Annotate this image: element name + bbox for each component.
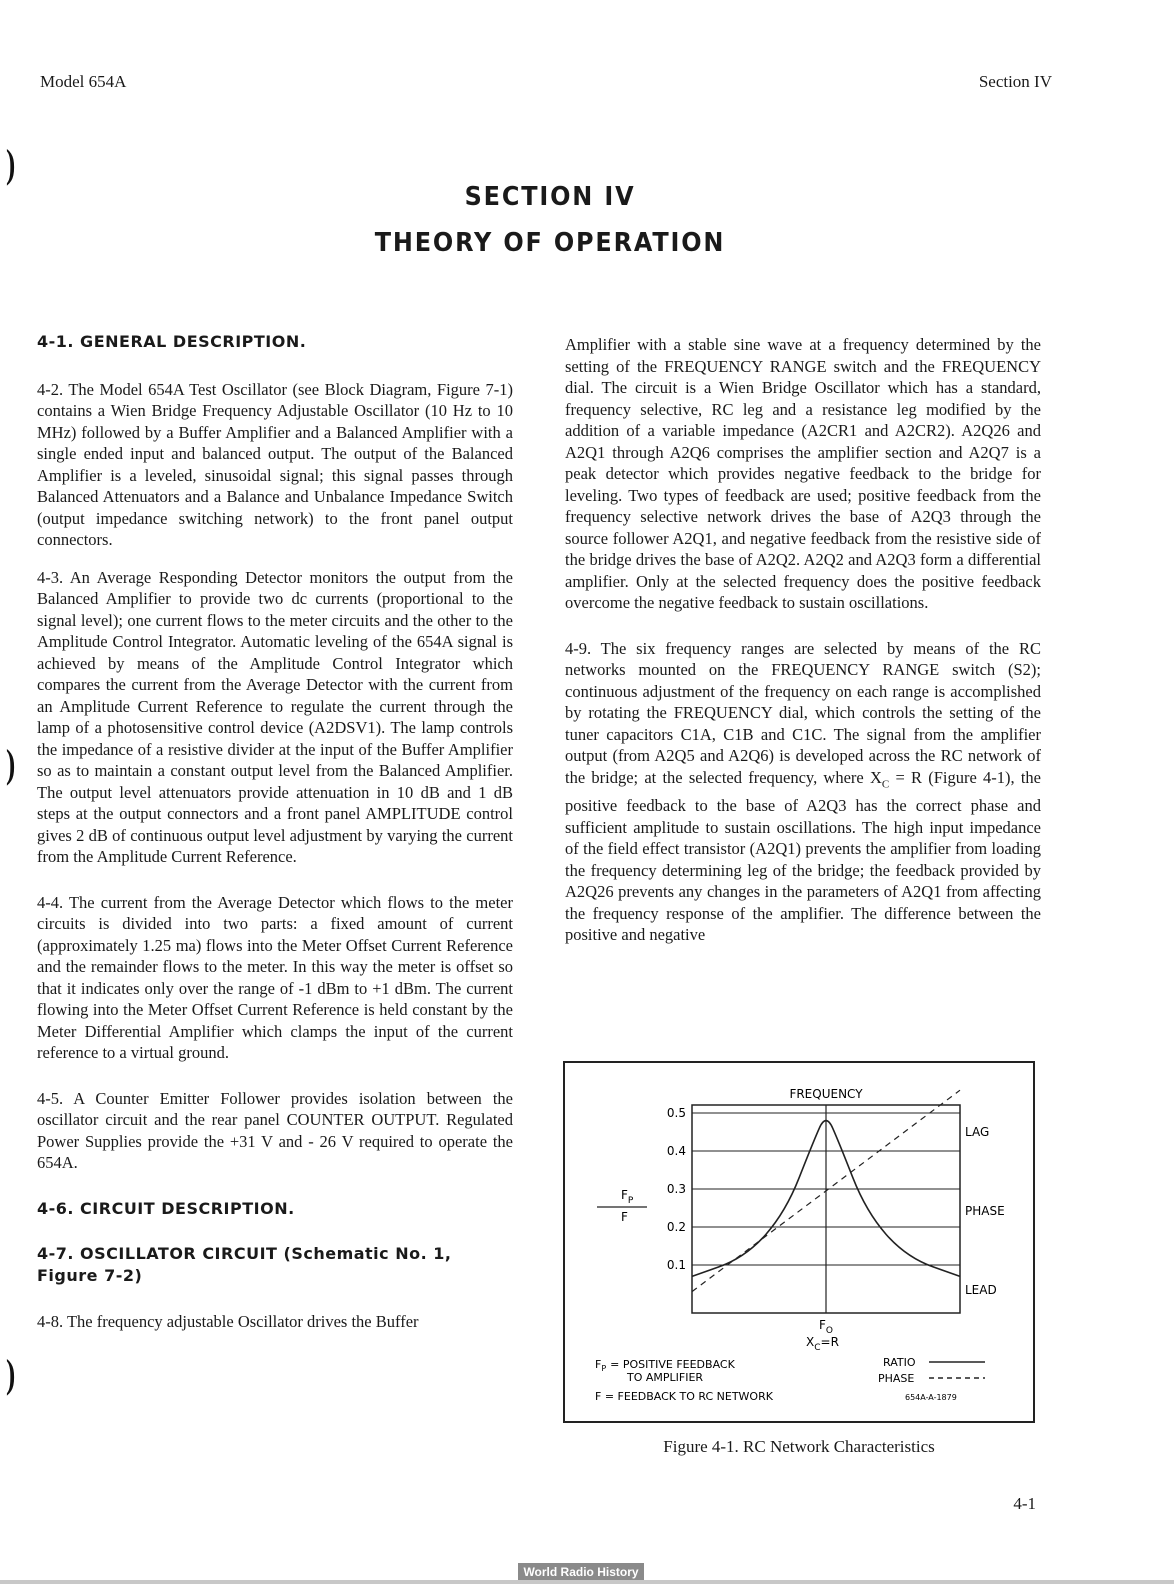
legend-fp-line2: TO AMPLIFIER [627,1371,704,1384]
x-condition-label [806,1335,839,1353]
chart-title: FREQUENCY [789,1087,863,1101]
y-tick-0.2: 0.2 [666,1220,686,1234]
label-lead: LEAD [965,1283,997,1297]
x-center-sub: O [825,1326,833,1336]
label-lag: LAG [965,1125,990,1139]
heading-4-6: 4-6. CIRCUIT DESCRIPTION. [37,1198,295,1218]
legend-fp-text: = POSITIVE FEEDBACK [610,1358,735,1371]
y-tick-0.4: 0.4 [666,1144,686,1158]
legend-ratio-label: RATIO [883,1356,916,1369]
paragraph-4-9-part-b: = R (Figure 4-1), the positive feedback to the base of A2Q3 has the correct phase and sufficient amplitude to sustain oscillations. The high input impedance of the field effect transistor (A2Q1) prevents the amplifier from loading the frequency determining leg of the bridge; the feedback provided by A2Q26 prevents any changes in the parameters of A2Q1 from affecting the frequency response of the amplifier. The difference between the positive and negative [565,767,1041,945]
paragraph-4-5: 4-5. A Counter Emitter Follower provides isolation between the oscillator circuit and the rear panel COUNTER OUTPUT. Regulated Power Supplies provide the +31 V and - 26 V required to operate the 654A. [37,1088,513,1172]
drawing-number: 654A-A-1879 [905,1393,957,1402]
x-condition-letter: X [806,1335,815,1349]
legend-fp-sub: P [601,1364,607,1373]
paragraph-4-4: 4-4. The current from the Average Detector which flows to the meter circuits is divided into two parts: a fixed amount of current (approximately 1.25 ma) flows into the Meter Offset Current Reference and the remainder flows to the meter. In this way the meter is offset so that it indicates only over the range of -1 dBm to +1 dBm. The current flowing into the Meter Offset Current Reference is held constant by the Meter Differential Amplifier which clamps the input of the current reference to a virtual ground. [37,892,513,1062]
margin-mark-top: ) [5,141,16,186]
header-model: Model 654A [40,72,127,91]
y-tick-labels [667,1106,686,1272]
y-tick-0.5: 0.5 [666,1106,686,1120]
heading-4-1: 4-1. GENERAL DESCRIPTION. [37,332,307,351]
paragraph-4-8: 4-8. The frequency adjustable Oscillator drives the Buffer [37,1312,419,1331]
legend-phase-label: PHASE [878,1372,915,1385]
legend-fp-letter: F [595,1358,602,1371]
label-phase: PHASE [965,1204,1005,1218]
section-subtitle: THEORY OF OPERATION [374,228,726,258]
page-number: 4-1 [1013,1494,1036,1513]
x-condition-rest: =R [820,1335,839,1349]
section-title: SECTION IV [464,182,636,212]
y-tick-0.1: 0.1 [666,1258,686,1272]
ylabel-top-letter: F [621,1188,628,1202]
bottom-rule [0,1580,1174,1584]
x-center-label [819,1318,833,1336]
x-condition-sub: C [814,1343,821,1353]
right-column [565,334,1041,946]
paragraph-4-3: 4-3. An Average Responding Detector monitors the output from the Balanced Amplifier to provide two dc currents (proportional to the signal level); one current flows to the meter circuits and the other to the Amplitude Control Integrator. Automatic leveling of the 654A signal is achieved by means of the Amplitude Control Integrator which compares the current from the Average Detector with the current from an Amplitude Current Reference to regulate the current through the lamp of a photosensitive control device (A2DSV1). The lamp controls the impedance of a resistive divider at the input of the Buffer Amplifier so as to maintain a constant output level from the Balanced Amplifier. The output level attenuators provide attenuation in 10 dB and 1 dB steps at the output connectors and a front panel AMPLITUDE control gives 2 dB of continuous output level adjustment by varying the current from the Amplitude Current Reference. [37,567,513,866]
y-tick-0.3: 0.3 [666,1182,686,1196]
header-section: Section IV [978,72,1052,91]
paragraph-4-9-subscript: C [881,777,890,790]
heading-4-7: 4-7. OSCILLATOR CIRCUIT (Schematic No. 1, Figure 7-2) [37,1244,452,1285]
watermark: World Radio History [518,1563,644,1581]
rc-network-chart [565,1063,1033,1421]
paragraph-continued: Amplifier with a stable sine wave at a frequency determined by the setting of the FREQUENCY RANGE switch and the FREQUENCY dial. The circuit is a Wien Bridge Oscillator which has a standard, frequency selective, RC leg and a resistance leg modified by the addition of a variable impedance (A2CR1 and A2CR2). A2Q26 and A2Q1 through A2Q6 comprises the amplifier section and A2Q7 is a peak detector which provides negative feedback to the bridge for leveling. Two types of feedback are used; positive feedback from the frequency selective network drives the base of A2Q3 through the source follower A2Q1, and negative feedback from the resistive side of the bridge drives the base of A2Q2. A2Q2 and A2Q3 form a differential amplifier. Only at the selected frequency does the positive feedback overcome the negative feedback to sustain oscillations. [565,335,1041,612]
margin-mark-middle: ) [5,741,16,786]
ylabel-top-sub: P [627,1196,634,1206]
figure-4-1 [563,1061,1035,1423]
paragraph-4-2: 4-2. The Model 654A Test Oscillator (see Block Diagram, Figure 7-1) contains a Wien Bridge Frequency Adjustable Oscillator (10 Hz to 10 MHz) followed by a Buffer Amplifier and a Balanced Amplifier with a single ended input and balanced output. The output of the Balanced Amplifier is a leveled, sinusoidal signal; this signal passes through Balanced Attenuators and a Balance and Unbalance Impedance Switch (output impedance switching network) to the front panel output connectors. [37,379,513,549]
x-center-letter: F [819,1318,826,1332]
margin-mark-bottom: ) [5,1351,16,1396]
legend-f: F = FEEDBACK TO RC NETWORK [595,1390,773,1403]
left-column [37,331,513,1333]
figure-caption: Figure 4-1. RC Network Characteristics [663,1437,935,1456]
paragraph-4-9-part-a: 4-9. The six frequency ranges are selected by means of the RC networks mounted on the FREQUENCY RANGE switch (S2); continuous adjustment of the frequency on each range is accomplished by rotating the FREQUENCY dial, which controls the setting of the tuner capacitors C1A, C1B and C1C. The signal from the amplifier output (from A2Q5 and A2Q6) is developed across the RC network of the bridge; at the selected frequency, where X [565,638,1041,787]
ylabel-top [621,1188,634,1206]
ylabel-bottom: F [621,1210,628,1224]
paragraph-4-9 [565,638,1041,946]
